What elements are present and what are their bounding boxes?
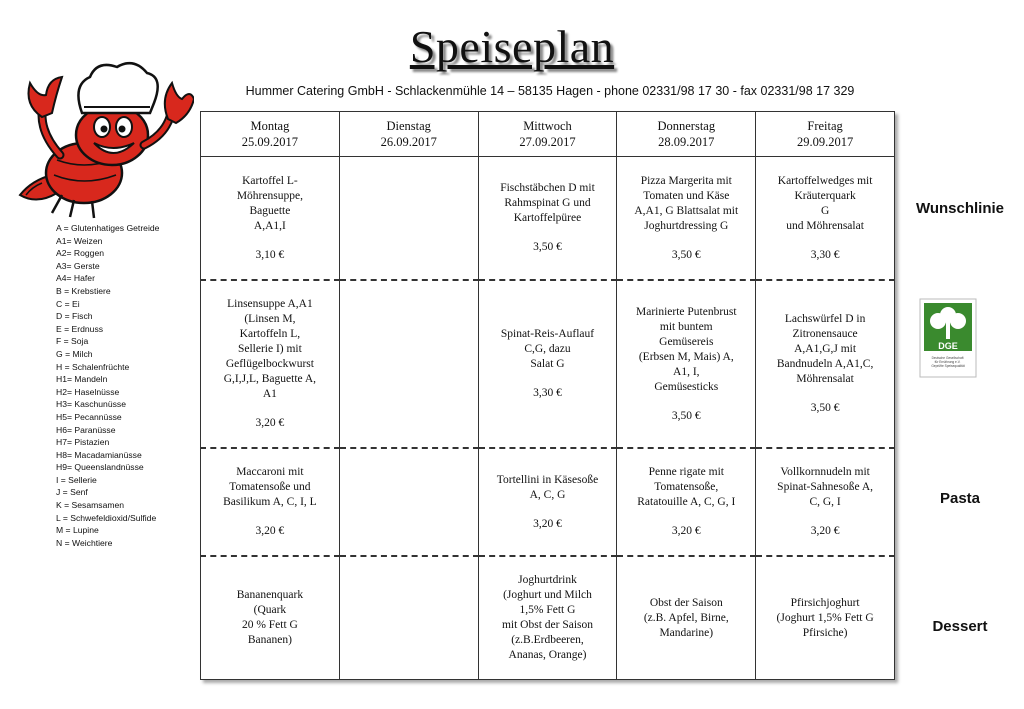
dish-line: Linsensuppe A,A1 (227, 298, 313, 310)
dish-line: A,A1, G Blattsalat mit (634, 204, 739, 217)
dish-line: C, G, I (809, 496, 841, 508)
dish-line: Lachswürfel D in (784, 313, 866, 325)
legend-item: N = Weichtiere (56, 537, 113, 548)
dish-line: Pfirsiche) (802, 626, 848, 639)
svg-text:Deutsche Gesellschaft für: Deutsche Gesellschaft für Ernährung e.V. Geprüfte Speisequalität (931, 356, 965, 368)
menu-cell-pasta (201, 448, 340, 556)
price: 3,30 € (533, 387, 562, 399)
dish-line: Kartoffel L- (242, 174, 298, 187)
dish-line: (Erbsen M, Mais) A, (638, 350, 734, 363)
legend-item: H2= Haselnüsse (56, 386, 120, 397)
dish-line: Möhrensalat (796, 373, 854, 385)
price: 3,20 € (810, 525, 840, 537)
dish-line: Kräuterquark (794, 189, 856, 202)
legend-item: F = Soja (56, 336, 89, 347)
dish-line: Pfirsichjoghurt (790, 596, 860, 609)
dish-line: Pizza Margerita mit (640, 174, 732, 187)
wunschlinie-row (201, 157, 895, 281)
legend-item: A3= Gerste (56, 260, 100, 271)
label-dessert: Dessert (932, 618, 988, 635)
menu-cell-pasta (339, 448, 478, 556)
price: 3,50 € (810, 402, 840, 414)
legend-item: A1= Weizen (56, 235, 103, 246)
dish-line: G (820, 204, 830, 217)
dish-line: Gemüsesticks (654, 380, 719, 393)
dish-line: Zitronensauce (792, 328, 858, 340)
main-row (201, 280, 895, 448)
price: 3,20 € (671, 525, 701, 537)
dish-line: Tomatensoße und (229, 481, 311, 493)
menu-cell-main (478, 280, 617, 448)
dish-line: (Joghurt 1,5% Fett G (776, 611, 874, 624)
day-header: Mittwoch 27.09.2017 (478, 112, 617, 157)
dish-line: Geflügelbockwurst (225, 358, 314, 370)
dish-line: Joghurtdressing G (644, 219, 729, 232)
legend-item: H = Schalenfrüchte (56, 361, 130, 372)
pasta-row (201, 448, 895, 556)
menu-cell-pasta (478, 448, 617, 556)
dish-line: C,G, dazu (524, 343, 571, 355)
dish-line: Bananen) (247, 634, 292, 646)
menu-cell-wunschlinie (201, 157, 340, 281)
dish-line: Penne rigate mit (648, 466, 724, 478)
price: 3,20 € (255, 417, 285, 429)
dge-logo (918, 297, 978, 379)
menu-cell-wunschlinie (478, 157, 617, 281)
dish-line: Basilikum A, C, I, L (223, 496, 317, 508)
legend-item: L = Schwefeldioxid/Sulfide (56, 512, 157, 523)
dish-line: Rahmspinat G und (504, 197, 591, 209)
dish-line: Tortellini in Käsesoße (496, 473, 599, 486)
menu-cell-main (201, 280, 340, 448)
legend-item: A4= Hafer (56, 273, 95, 284)
dish-line: Tomatensoße, (654, 481, 719, 493)
dish-line: Spinat-Reis-Auflauf (500, 328, 595, 340)
menu-cell-dessert (478, 556, 617, 680)
dish-line: Mandarine) (659, 626, 714, 639)
price: 3,20 € (255, 525, 285, 537)
dish-line: G,I,J,L, Baguette A, (223, 373, 317, 385)
dish-line: Obst der Saison (649, 596, 723, 609)
dish-line: A,A1,I (253, 219, 286, 232)
legend-item: I = Sellerie (56, 474, 97, 485)
menu-cell-main (339, 280, 478, 448)
company-info: Hummer Catering GmbH - Schlackenmühle 14 – 58135 Hagen - phone 02331/98 17 30 - fax 02331/98 17 329 (245, 84, 855, 98)
dish-line: Sellerie I) mit (237, 343, 302, 355)
dish-line: (Quark (253, 604, 287, 616)
menu-cell-main (617, 280, 756, 448)
legend-item: G = Milch (56, 348, 93, 359)
legend-item: D = Fisch (56, 311, 93, 322)
legend-item: K = Sesamsamen (56, 500, 125, 511)
dish-line: Marinierte Putenbrust (635, 305, 737, 318)
menu-cell-wunschlinie (339, 157, 478, 281)
allergen-legend (56, 222, 159, 549)
legend-item: A2= Roggen (56, 248, 105, 259)
legend-item: H8= Macadamianüsse (56, 449, 142, 460)
dish-line: (z.B.Erdbeeren, (511, 634, 584, 646)
menu-cell-pasta (617, 448, 756, 556)
legend-item: H1= Mandeln (56, 374, 108, 385)
price: 3,20 € (533, 517, 562, 530)
price: 3,10 € (255, 248, 285, 261)
menu-cell-pasta (756, 448, 895, 556)
dish-line: Salat G (530, 358, 565, 370)
dish-line: Bandnudeln A,A1,C, (776, 358, 874, 370)
dish-line: Vollkornnudeln mit (780, 466, 870, 478)
menu-table (200, 111, 895, 680)
legend-item: H3= Kaschunüsse (56, 399, 126, 410)
menu-cell-dessert (339, 556, 478, 680)
legend-item: M = Lupine (56, 525, 99, 536)
dish-line: Gemüsereis (659, 335, 714, 348)
price: 3,50 € (671, 248, 701, 261)
legend-item: J = Senf (56, 487, 88, 498)
price: 3,50 € (533, 241, 562, 253)
legend-item: H6= Paranüsse (56, 424, 116, 435)
dish-line: Bananenquark (236, 589, 304, 601)
dish-line: A,A1,G,J mit (794, 343, 857, 355)
legend-item: A = Glutenhatiges Getreide (56, 223, 160, 233)
day-header: Dienstag 26.09.2017 (339, 112, 478, 157)
dish-line: A1 (262, 388, 277, 400)
page-title: Speiseplan (409, 21, 615, 72)
dish-line: Kartoffeln L, (239, 328, 301, 340)
menu-cell-wunschlinie (617, 157, 756, 281)
menu-cell-wunschlinie (756, 157, 895, 281)
label-wunschlinie: Wunschlinie (915, 200, 1005, 217)
dish-line: (z.B. Apfel, Birne, (643, 611, 729, 624)
price: 3,30 € (810, 248, 840, 261)
legend-item: B = Krebstiere (56, 285, 111, 296)
dish-line: 20 % Fett G (241, 619, 298, 631)
menu-cell-dessert (201, 556, 340, 680)
dish-line: mit Obst der Saison (501, 619, 594, 631)
dish-line: (Linsen M, (244, 313, 296, 325)
dish-line: Baguette (249, 204, 291, 217)
dish-line: A1, I, (673, 365, 700, 378)
dish-line: A, C, G (529, 488, 566, 501)
header-row (201, 112, 895, 157)
dish-line: Ratatouille A, C, G, I (637, 496, 736, 508)
menu-cell-dessert (756, 556, 895, 680)
day-header: Freitag 29.09.2017 (756, 112, 895, 157)
dish-line: Kartoffelpüree (513, 212, 582, 224)
day-header: Donnerstag 28.09.2017 (617, 112, 756, 157)
dish-line: Maccaroni mit (236, 466, 304, 478)
dish-line: 1,5% Fett G (519, 604, 576, 616)
dish-line: (Joghurt und Milch (503, 589, 592, 601)
menu-cell-main (756, 280, 895, 448)
legend-item: H9= Queenslandnüsse (56, 462, 144, 473)
dge-logo-mark: DGE (938, 341, 958, 351)
dish-line: Tomaten und Käse (643, 189, 730, 202)
legend-item: C = Ei (56, 298, 80, 309)
dish-line: Spinat-Sahnesoße A, (777, 481, 873, 493)
dish-line: und Möhrensalat (786, 219, 864, 232)
dish-line: Kartoffelwedges mit (777, 174, 873, 187)
day-header: Montag 25.09.2017 (201, 112, 340, 157)
dish-line: Möhrensuppe, (236, 189, 303, 202)
dish-line: Ananas, Orange) (508, 649, 587, 661)
legend-item: H7= Pistazien (56, 437, 110, 448)
dish-line: Joghurtdrink (518, 574, 577, 586)
dish-line: mit buntem (659, 320, 713, 333)
dish-line: Fischstäbchen D mit (500, 182, 595, 194)
price: 3,50 € (671, 409, 701, 422)
menu-cell-dessert (617, 556, 756, 680)
label-pasta: Pasta (939, 490, 981, 507)
dessert-row (201, 556, 895, 680)
legend-item: E = Erdnuss (56, 323, 104, 334)
legend-item: H5= Pecannüsse (56, 411, 122, 422)
lobster-chef-logo (12, 55, 194, 220)
